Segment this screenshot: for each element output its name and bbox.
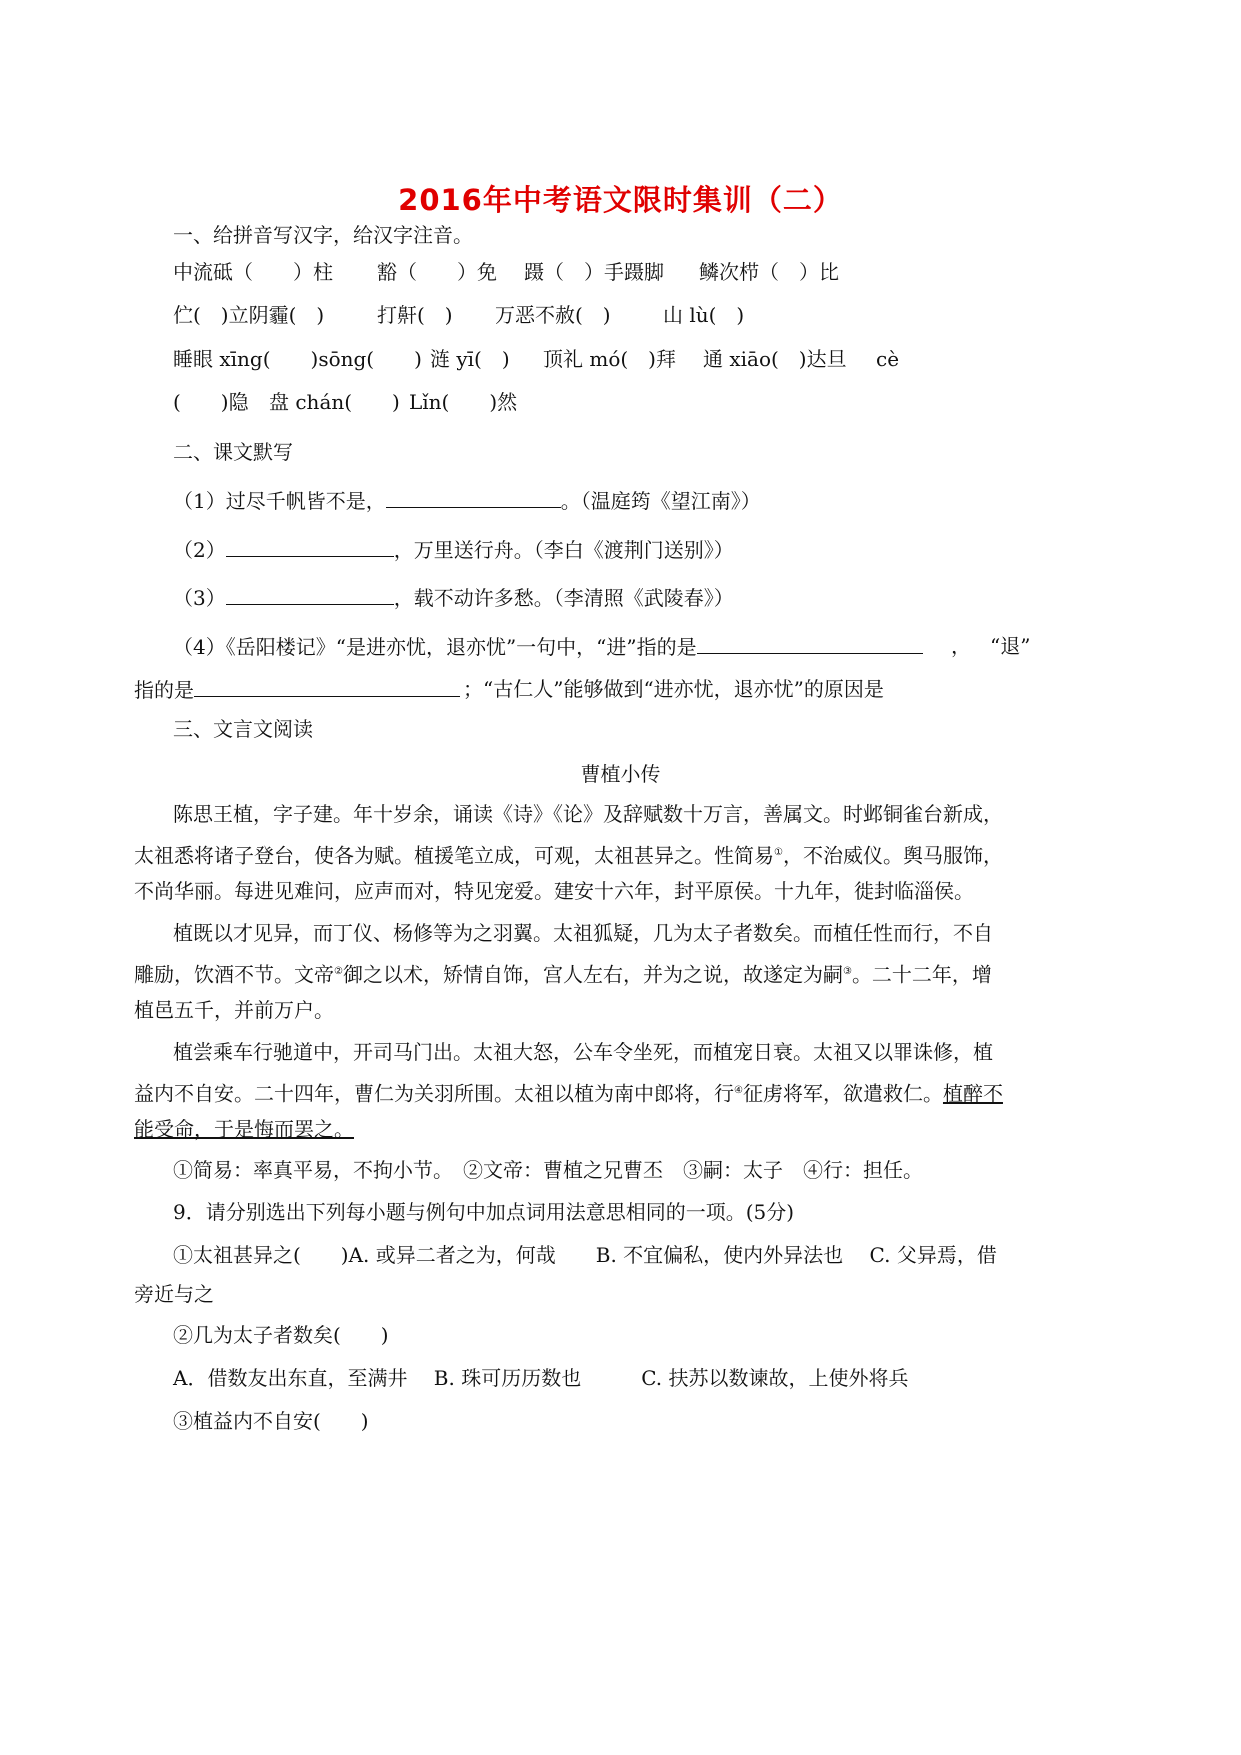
pinyin-item: 打鼾( )	[377, 303, 453, 327]
passage-text: 。二十二年，增	[851, 962, 992, 987]
q4-comma: ，	[951, 634, 971, 658]
passage-line: 植邑五千，并前万户。	[134, 998, 334, 1022]
passage-title: 曹植小传	[580, 762, 661, 786]
footnotes: ①简易：率真平易，不拘小节。 ②文帝：曹植之兄曹丕 ③嗣：太子 ④行：担任。	[173, 1158, 923, 1182]
q4-text-end: ；“古仁人”能够做到“进亦忧，退亦忧”的原因是	[463, 677, 884, 701]
pinyin-item: 涟 yī( )	[430, 347, 510, 371]
passage-text: 雕励，饮酒不节。文帝	[134, 962, 334, 987]
passage-line	[134, 959, 992, 988]
question-9-3: ③植益内不自安( )	[173, 1409, 369, 1433]
pinyin-item: 盘 chán( )	[269, 390, 400, 414]
passage-line: 不尚华丽。每进见难问，应声而对，特见宠爱。建安十六年，封平原侯。十九年，徙封临淄侯。	[134, 879, 974, 903]
dictation-q3	[173, 584, 734, 611]
passage-text: ，不治威仪。舆马服饰，	[782, 843, 1003, 868]
footnote-marker: ④	[734, 1085, 743, 1096]
dictation-q4-line1	[173, 633, 923, 660]
pinyin-item: 通 xiāo( )达旦	[703, 347, 847, 371]
footnote-marker: ②	[334, 966, 343, 977]
question-9: 9．请分别选出下列每小题与例句中加点词用法意思相同的一项。(5分)	[173, 1200, 795, 1224]
passage-text: 益内不自安。二十四年，曹仁为关羽所围。太祖以植为南中郎将，行	[134, 1081, 734, 1106]
passage-text: 御之以术，矫情自饰，宫人左右，并为之说，故遂定为嗣	[342, 962, 843, 987]
passage-line: 陈思王植，字子建。年十岁余，诵读《诗》《论》及辞赋数十万言，善属文。时邺铜雀台新成，	[173, 802, 1003, 826]
pinyin-row-2	[173, 302, 873, 328]
question-9-2-options: A．借数友出东直，至满井 B. 珠可历历数也 C. 扶苏以数谏故，上使外将兵	[173, 1366, 909, 1390]
underlined-sentence: 植醉不	[942, 1081, 1003, 1106]
pinyin-item: Lǐn( )然	[409, 390, 518, 414]
pinyin-item: 蹑（ ）手蹑脚	[524, 260, 664, 284]
passage-line	[134, 1116, 354, 1142]
q1-suffix: 。（温庭筠《望江南》）	[560, 489, 761, 513]
dictation-q1	[173, 487, 761, 514]
pinyin-item: 中流砥（ ）柱	[173, 260, 333, 284]
passage-line: 植尝乘车行驰道中，开司马门出。太祖大怒，公车令坐死，而植宠日衰。太祖又以罪诛修，植	[173, 1040, 993, 1064]
pinyin-item: 豁（ ）免	[377, 260, 497, 284]
pinyin-item: ( )隐	[173, 390, 249, 414]
question-9-1-cont: 旁近与之	[134, 1282, 214, 1306]
passage-text: 征虏将军，欲遣救仁。	[742, 1081, 943, 1106]
section2-heading: 二、课文默写	[173, 440, 293, 464]
footnote-marker: ③	[842, 966, 852, 977]
answer-blank[interactable]	[697, 633, 923, 654]
pinyin-item: 顶礼 mó( )拜	[543, 347, 676, 371]
pinyin-row-1	[173, 259, 873, 285]
pinyin-row-3	[173, 346, 933, 372]
answer-blank[interactable]	[386, 487, 561, 508]
q4-text: （4）《岳阳楼记》“是进亦忧，退亦忧”一句中，“进”指的是	[173, 635, 697, 659]
answer-blank[interactable]	[194, 676, 460, 697]
passage-line	[134, 840, 1003, 869]
answer-blank[interactable]	[226, 536, 394, 557]
page-title: 2016年中考语文限时集训（二）	[398, 183, 843, 217]
question-9-2: ②几为太子者数矣( )	[173, 1323, 389, 1347]
underlined-sentence: 能受命，于是悔而罢之。	[134, 1117, 354, 1141]
footnote-marker: ①	[774, 847, 783, 858]
pinyin-item: 睡眼 xīng( )sōng( )	[173, 347, 422, 371]
section3-heading: 三、文言文阅读	[173, 717, 313, 741]
pinyin-item: 伫( )立阴霾( )	[173, 303, 325, 327]
q2-prefix: （2）	[173, 538, 226, 562]
passage-line	[134, 1078, 1003, 1107]
q4-retreat: “退”	[990, 634, 1031, 658]
q2-suffix: ，万里送行舟。（李白《渡荆门送别》）	[393, 538, 734, 562]
dictation-q2	[173, 536, 734, 563]
passage-text: 太祖悉将诸子登台，使各为赋。植援笔立成，可观，太祖甚异之。性简易	[134, 843, 774, 868]
pinyin-item: cè	[876, 347, 900, 371]
section1-heading: 一、给拼音写汉字，给汉字注音。	[173, 223, 473, 247]
pinyin-item: 山 lù( )	[663, 303, 745, 327]
q1-prefix: （1）过尽千帆皆不是，	[173, 489, 386, 513]
answer-blank[interactable]	[226, 584, 394, 605]
pinyin-item: 鳞次栉（ ）比	[699, 260, 839, 284]
q4-text: 指的是	[134, 678, 194, 702]
question-9-1: ①太祖甚异之( )A. 或异二者之为，何哉 B. 不宜偏私，使内外异法也 C. 父异焉，借	[173, 1243, 997, 1267]
q3-suffix: ，载不动许多愁。（李清照《武陵春》）	[393, 586, 734, 610]
passage-line: 植既以才见异，而丁仪、杨修等为之羽翼。太祖狐疑，几为太子者数矣。而植任性而行，不自	[173, 921, 993, 945]
q3-prefix: （3）	[173, 586, 226, 610]
dictation-q4-line2	[134, 676, 460, 703]
pinyin-item: 万恶不赦( )	[495, 303, 611, 327]
pinyin-row-4	[173, 389, 673, 415]
